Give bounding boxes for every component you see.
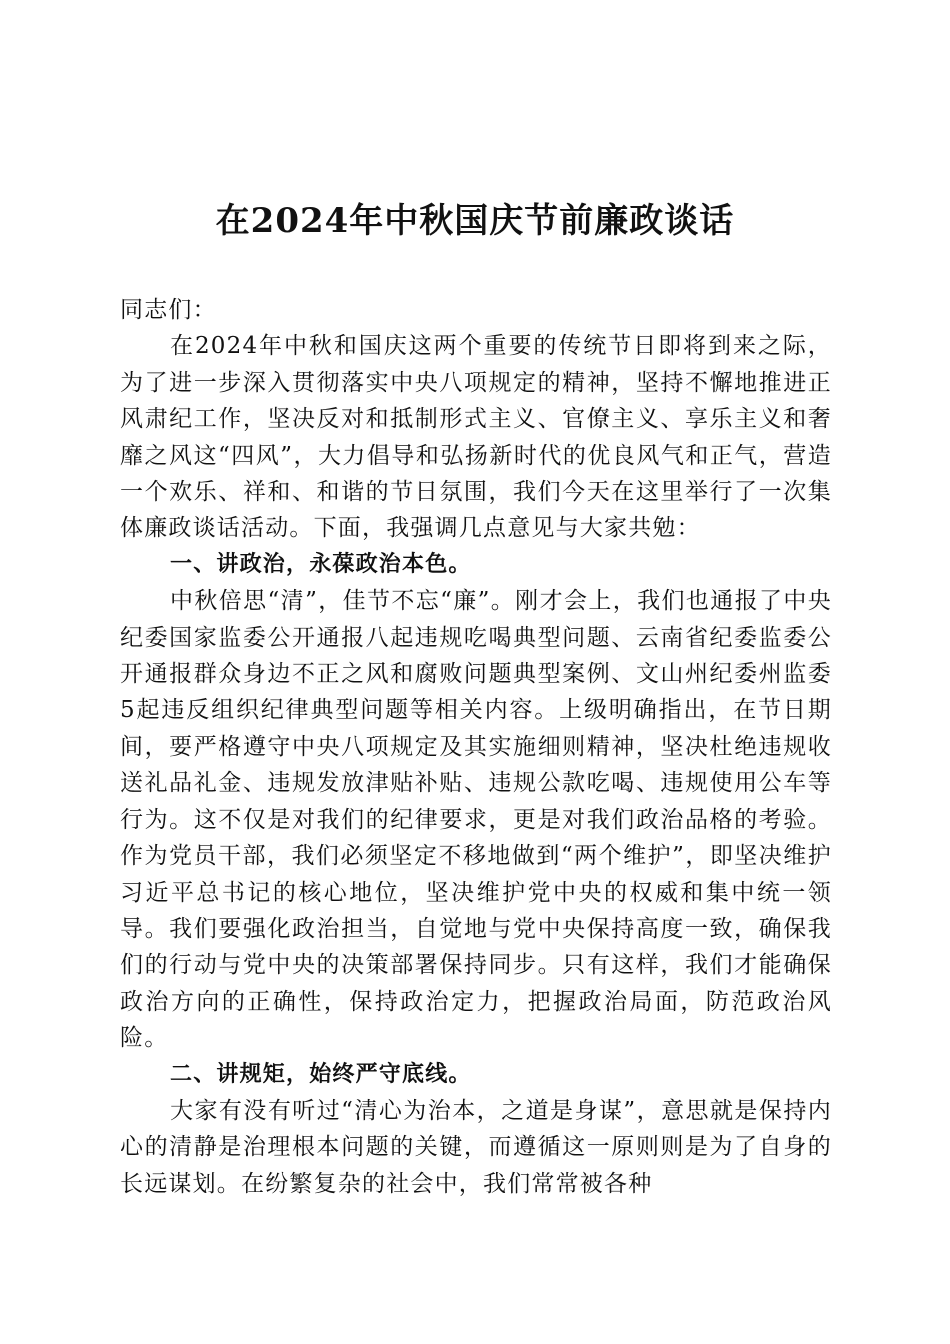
salutation: 同志们： [120, 297, 217, 323]
document-title: 在2024年中秋国庆节前廉政谈话 [215, 201, 735, 241]
section-heading-2: 二、讲规矩，始终严守底线。 [170, 1061, 472, 1087]
paragraph-section-2: 大家有没有听过“清心为治本，之道是身谋”，意思就是保持内心的清静是治理根本问题的关键，而遵循这一原则则是为了自身的长远谋划。在纷繁复杂的社会中，我们常常被各种 [120, 1097, 832, 1197]
paragraph-section-1: 中秋倍思“清”，佳节不忘“廉”。刚才会上，我们也通报了中央纪委国家监委公开通报八起违规吃喝典型问题、云南省纪委监委公开通报群众身边不正之风和腐败问题典型案例、文山州纪委州监委5起违反组织纪律典型问题等相关内容。上级明确指出，在节日期间，要严格遵守中央八项规定及其实施细则精神，坚决杜绝违规收送礼品礼金、违规发放津贴补贴、违规公款吃喝、违规使用公车等行为。这不仅是对我们的纪律要求，更是对我们政治品格的考验。作为党员干部，我们必须坚定不移地做到“两个维护”，即坚决维护习近平总书记的核心地位，坚决维护党中央的权威和集中统一领导。我们要强化政治担当，自觉地与党中央保持高度一致，确保我们的行动与党中央的决策部署保持同步。只有这样，我们才能确保政治方向的正确性，保持政治定力，把握政治局面，防范政治风险。 [120, 588, 832, 1052]
paragraph-intro: 在2024年中秋和国庆这两个重要的传统节日即将到来之际，为了进一步深入贯彻落实中央八项规定的精神，坚持不懈地推进正风肃纪工作，坚决反对和抵制形式主义、官僚主义、享乐主义和奢靡之风这“四风”，大力倡导和弘扬新时代的优良风气和正气，营造一个欢乐、祥和、和谐的节日氛围，我们今天在这里举行了一次集体廉政谈话活动。下面，我强调几点意见与大家共勉： [120, 333, 832, 542]
document-body [120, 292, 832, 1202]
section-heading-1: 一、讲政治，永葆政治本色。 [170, 551, 472, 577]
